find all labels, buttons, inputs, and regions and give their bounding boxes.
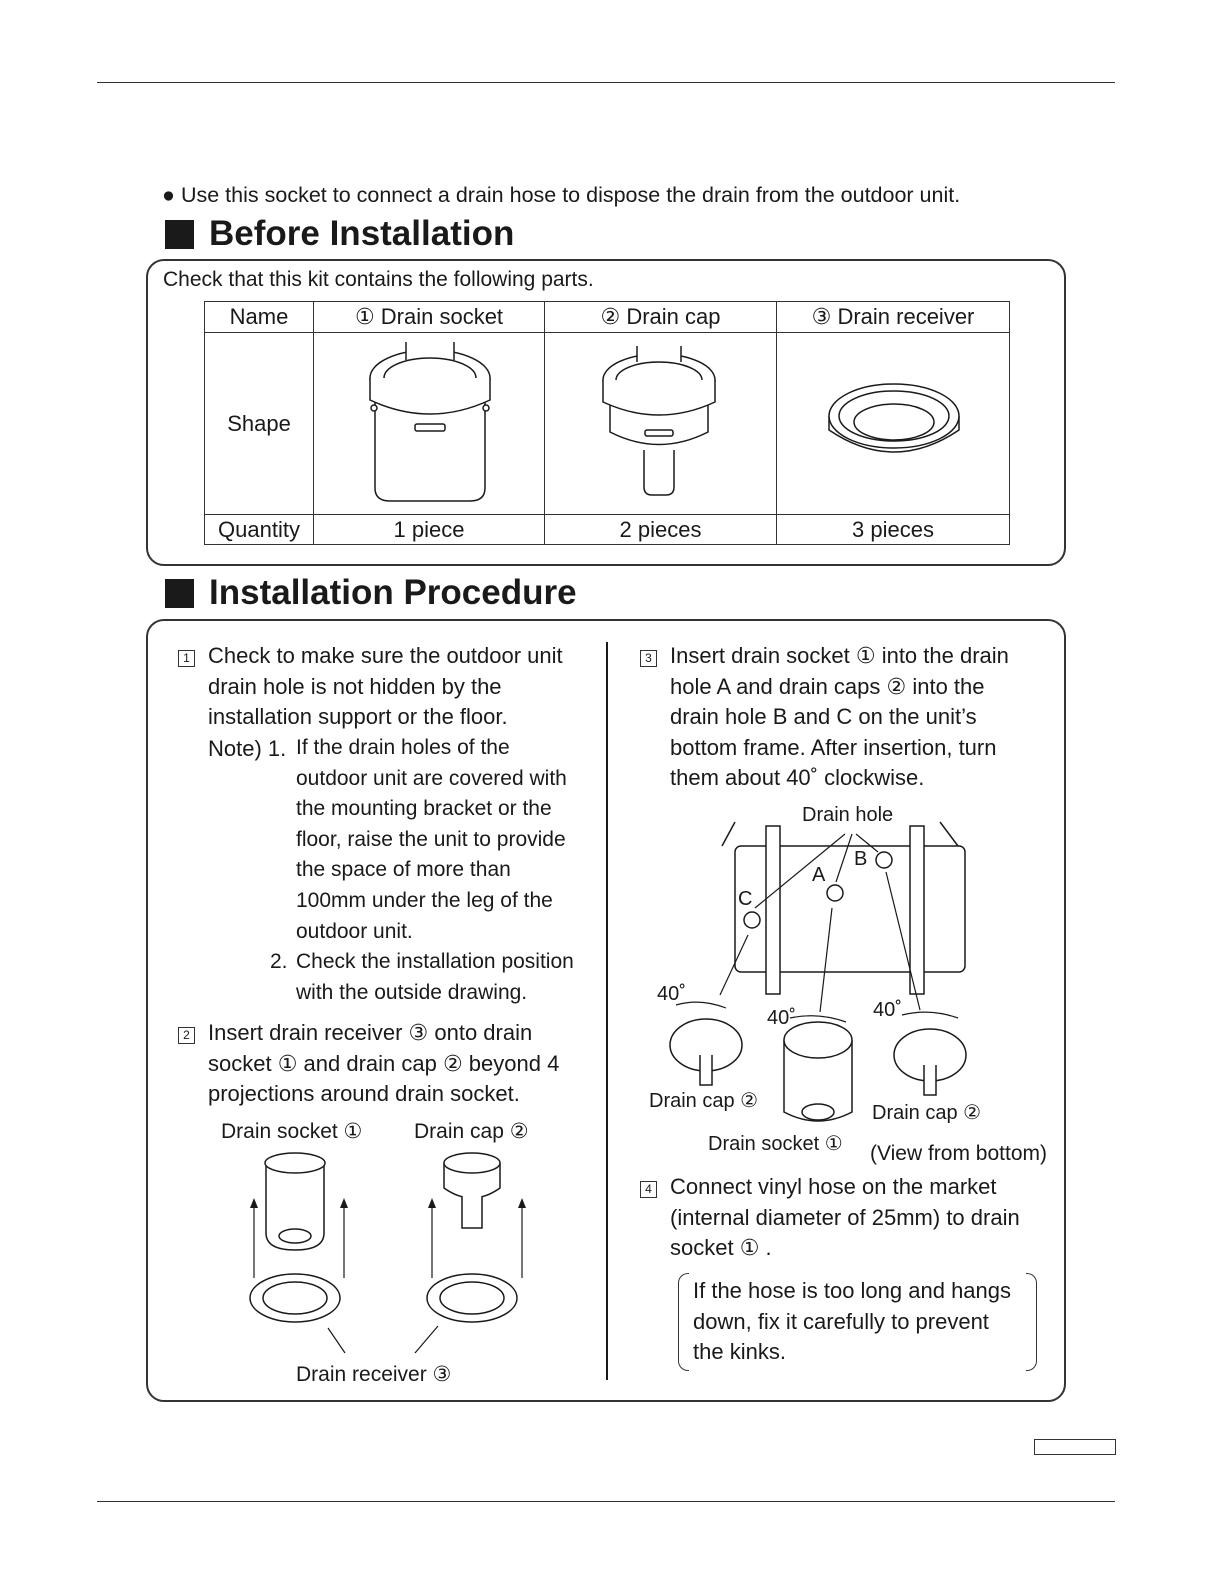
part-name-3: ③ Drain receiver [777,302,1010,333]
step-3-number: 3 [640,649,657,667]
step-1-number: 1 [178,649,195,667]
hole-c-label: C [738,888,753,910]
view-label: (View from bottom) [870,1142,1047,1165]
drain-cap-drawing [594,342,724,502]
step-4-number: 4 [640,1180,657,1198]
step-2-number: 2 [178,1026,195,1044]
fig2-receiver-label: Drain receiver ③ [296,1363,452,1386]
step-4-note: If the hose is too long and hangs down, fix it carefully to prevent the kinks. [693,1278,1012,1365]
step-1-text: Check to make sure the outdoor unit drain hole is not hidden by the installation support or the floor. [208,643,563,730]
angle-middle: 40˚ [767,1007,796,1029]
fig2-cap-label: Drain cap ② [414,1120,529,1143]
installation-procedure-title: Installation Procedure [165,573,577,613]
row-label-name: Name [205,302,314,333]
section-bullet-icon [165,579,194,608]
step-2-assembly-drawing [240,1148,550,1363]
socket-label: Drain socket ① [708,1133,843,1155]
fig2-socket-label: Drain socket ① [221,1120,363,1143]
hole-a-label: A [812,864,826,886]
cap-left-label: Drain cap ② [649,1090,759,1112]
drain-receiver-drawing [826,378,962,468]
step-4-text: Connect vinyl hose on the market (internal diameter of 25mm) to drain socket ① . [670,1174,1020,1261]
page-number-box [1034,1439,1116,1455]
note-label: Note) 1. [208,736,287,761]
intro-text: ● Use this socket to connect a drain hose to dispose the drain from the outdoor unit. [162,183,961,207]
row-label-shape: Shape [205,333,314,515]
top-rule [97,82,1115,83]
before-installation-title: Before Installation [165,214,514,254]
note-1-text: If the drain holes of the outdoor unit are covered with the mounting bracket or the floor, raise the unit to provide the space of more than 100mm under the leg of the outdoor unit. [296,736,567,943]
part-name-1: ① Drain socket [314,302,545,333]
angle-right: 40˚ [873,999,902,1021]
note-bracket-right [1026,1273,1037,1371]
note-2-text: Check the installation position with the outside drawing. [296,950,574,1004]
step-3-text: Insert drain socket ① into the drain hole A and drain caps ② into the drain hole B and C on the unit’s bottom frame. After insertion, turn them about 40˚ clockwise. [670,643,1009,791]
part-name-2: ② Drain cap [545,302,777,333]
angle-left: 40˚ [657,983,686,1005]
part-qty-1: 1 piece [314,515,545,545]
hole-b-label: B [854,848,868,870]
bottom-rule [97,1501,1115,1502]
row-label-quantity: Quantity [205,515,314,545]
drain-socket-drawing [360,338,500,508]
note-2-label: 2. [270,950,288,973]
check-text: Check that this kit contains the following parts. [163,268,594,291]
cap-right-label: Drain cap ② [872,1102,982,1124]
note-bracket-left [678,1273,689,1371]
column-divider [606,642,608,1380]
section-bullet-icon [165,220,194,249]
step-2-text: Insert drain receiver ③ onto drain socket ① and drain cap ② beyond 4 projections around drain socket. [208,1020,560,1107]
part-qty-3: 3 pieces [777,515,1010,545]
drain-hole-label: Drain hole [802,804,894,826]
part-qty-2: 2 pieces [545,515,777,545]
